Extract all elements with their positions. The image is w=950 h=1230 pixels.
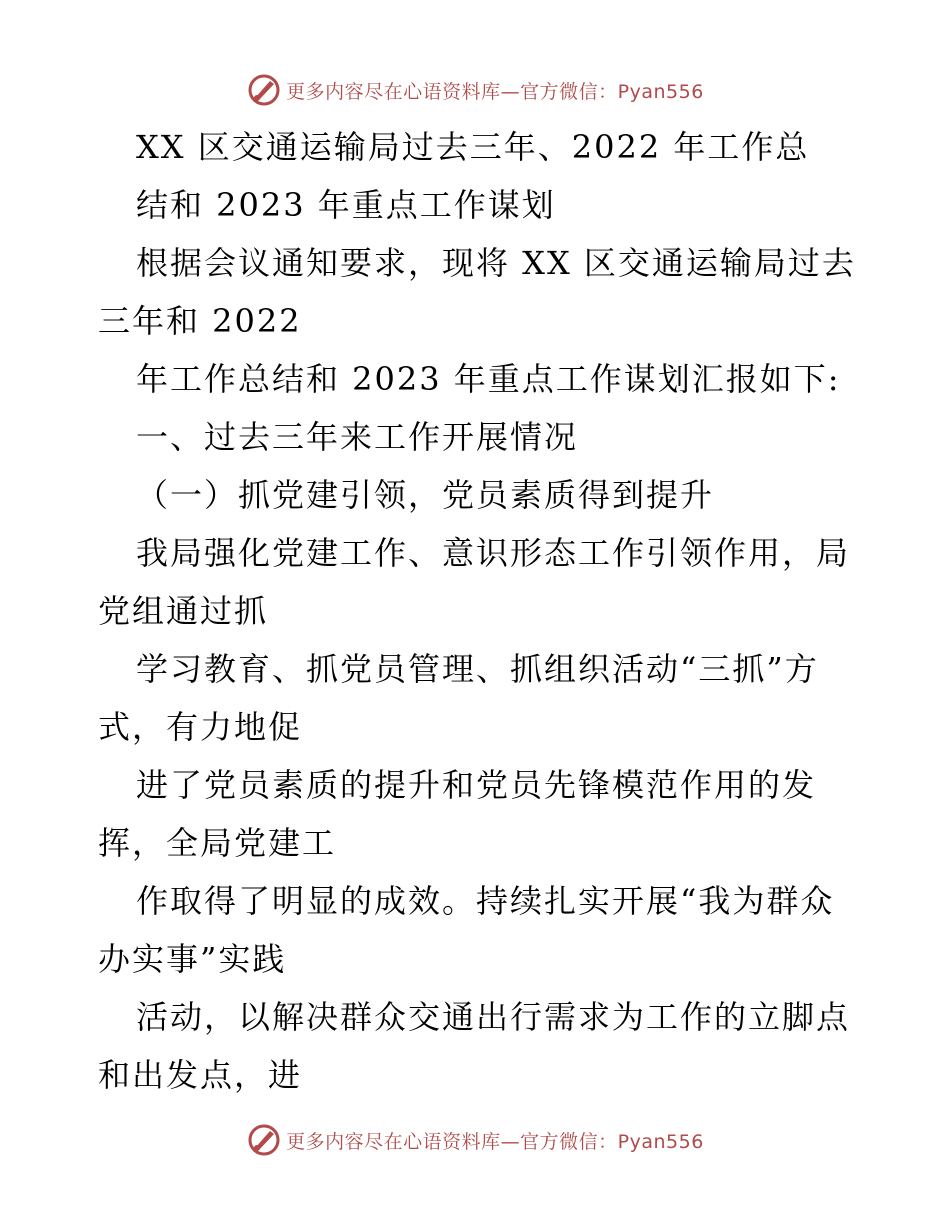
- paragraph-line: 党组通过抓: [98, 592, 269, 630]
- paragraph-line: 和出发点，进: [98, 1056, 303, 1094]
- paragraph-line: 年工作总结和 2023 年重点工作谋划汇报如下:: [136, 360, 841, 398]
- paragraph-line: 式，有力地促: [98, 708, 303, 746]
- brush-circle-logo-icon: [246, 1122, 282, 1158]
- paragraph-line: 活动，以解决群众交通出行需求为工作的立脚点: [136, 998, 851, 1036]
- header-watermark-text: 更多内容尽在心语资料库—官方微信：Pyan556: [286, 80, 704, 103]
- paragraph-line: 作取得了明显的成效。持续扎实开展“我为群众: [136, 882, 835, 920]
- doc-title-line-2: 结和 2023 年重点工作谋划: [136, 186, 556, 224]
- paragraph-line: 三年和 2022: [98, 302, 302, 340]
- paragraph-line: 根据会议通知要求，现将 XX 区交通运输局过去: [136, 244, 856, 282]
- paragraph-line: 进了党员素质的提升和党员先锋模范作用的发: [136, 766, 817, 804]
- footer-watermark-text: 更多内容尽在心语资料库—官方微信：Pyan556: [286, 1130, 704, 1153]
- paragraph-line: 挥，全局党建工: [98, 824, 337, 862]
- paragraph-line: 我局强化党建工作、意识形态工作引领作用，局: [136, 534, 851, 572]
- section-heading: 一、过去三年来工作开展情况: [136, 418, 579, 456]
- doc-title-line-1: XX 区交通运输局过去三年、2022 年工作总: [136, 128, 810, 166]
- footer-watermark-banner: [0, 1118, 950, 1162]
- paragraph-line: 学习教育、抓党员管理、抓组织活动“三抓”方: [136, 650, 819, 688]
- subsection-heading: （一）抓党建引领，党员素质得到提升: [136, 476, 715, 514]
- paragraph-line: 办实事”实践: [98, 940, 287, 978]
